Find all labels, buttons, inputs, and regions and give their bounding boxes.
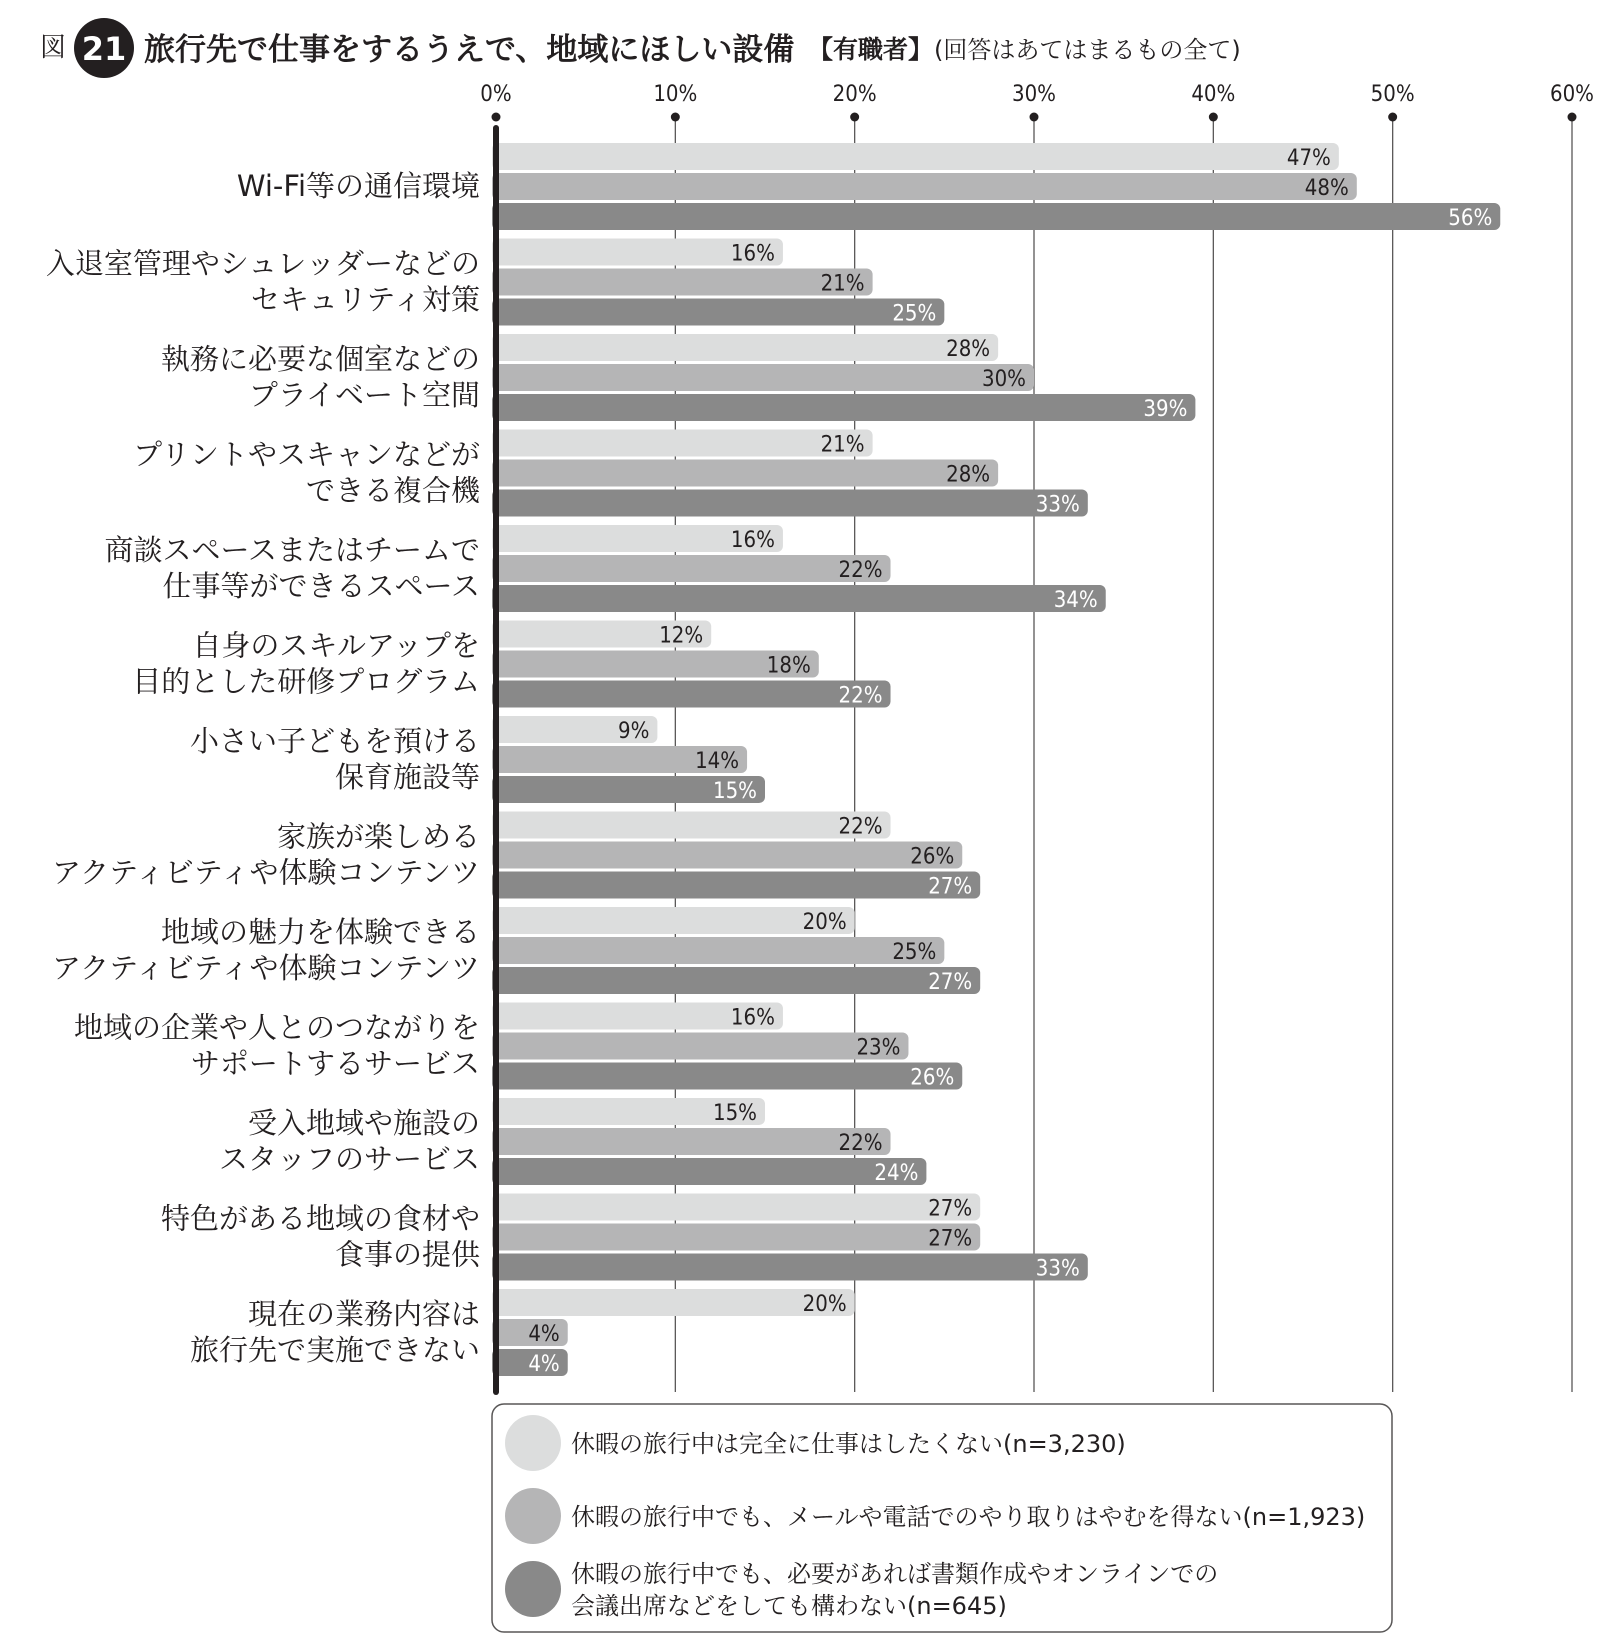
bars bbox=[492, 128, 1500, 1392]
bar-value-label: 16% bbox=[730, 241, 775, 267]
tick-label: 10% bbox=[653, 82, 698, 107]
bar-value-label: 24% bbox=[874, 1161, 919, 1186]
category-label: 食事の提供 bbox=[334, 1237, 480, 1272]
bar-value-label: 27% bbox=[928, 1226, 973, 1252]
chart-title-group bbox=[40, 18, 1241, 78]
bar bbox=[492, 364, 1034, 391]
bar-value-label: 26% bbox=[910, 844, 955, 870]
bar-value-label: 21% bbox=[820, 271, 865, 297]
bar bbox=[492, 1158, 926, 1185]
category-label: サポートするサービス bbox=[190, 1046, 480, 1081]
bar bbox=[492, 269, 873, 296]
category-label: スタッフのサービス bbox=[218, 1142, 480, 1176]
bar bbox=[492, 173, 1357, 200]
tick-mark bbox=[1030, 113, 1039, 122]
tick-label: 0% bbox=[480, 82, 512, 107]
bar-value-label: 27% bbox=[928, 970, 973, 995]
tick-mark bbox=[671, 113, 680, 122]
category-label: 地域の魅力を体験できる bbox=[160, 915, 480, 949]
bar bbox=[492, 394, 1195, 421]
bar-value-label: 30% bbox=[982, 367, 1026, 392]
bar-value-label: 25% bbox=[892, 301, 937, 327]
bar-value-label: 14% bbox=[695, 749, 740, 774]
category-label: 受入地域や施設の bbox=[247, 1106, 480, 1140]
bar bbox=[492, 1254, 1088, 1281]
bar bbox=[492, 872, 980, 899]
tick-label: 30% bbox=[1012, 82, 1056, 107]
category-label: 地域の企業や人とのつながりを bbox=[73, 1010, 480, 1045]
category-label: プリントやスキャンなどが bbox=[133, 437, 480, 472]
category-label: 執務に必要な個室などの bbox=[160, 342, 480, 376]
tick-label: 40% bbox=[1191, 82, 1236, 107]
legend-label: 会議出席などをしても構わない(n=645) bbox=[571, 1592, 1007, 1620]
chart-title-tag: 【有職者】 bbox=[808, 35, 934, 64]
bar bbox=[492, 143, 1339, 170]
chart-title-note: (回答はあてはまるもの全て) bbox=[934, 36, 1241, 64]
tick-label: 50% bbox=[1370, 82, 1415, 107]
bar-value-label: 39% bbox=[1143, 397, 1188, 422]
bar bbox=[492, 812, 891, 839]
bar-value-label: 9% bbox=[617, 719, 650, 744]
category-label: プライベート空間 bbox=[248, 378, 480, 412]
tick-label: 20% bbox=[832, 82, 877, 107]
category-label: 旅行先で実施できない bbox=[189, 1333, 480, 1367]
bar-value-label: 15% bbox=[713, 779, 757, 804]
bar bbox=[492, 555, 891, 582]
bar-value-label: 28% bbox=[946, 337, 991, 362]
tick-label: 60% bbox=[1550, 82, 1594, 107]
bar bbox=[492, 430, 873, 457]
bar-value-label: 26% bbox=[910, 1065, 955, 1091]
bar bbox=[492, 1289, 855, 1316]
bar bbox=[492, 1033, 908, 1060]
tick-mark bbox=[850, 113, 859, 122]
category-label: Wi-Fi等の通信環境 bbox=[236, 169, 480, 203]
bar bbox=[492, 460, 998, 487]
tick-mark bbox=[1209, 113, 1218, 122]
category-label: 家族が楽しめる bbox=[276, 819, 480, 854]
category-label: 小さい子どもを預ける bbox=[189, 724, 480, 758]
tick-mark bbox=[1568, 113, 1577, 122]
bar-value-label: 23% bbox=[856, 1035, 901, 1061]
bar-value-label: 20% bbox=[802, 1292, 847, 1317]
legend-swatch bbox=[505, 1415, 561, 1471]
bar bbox=[492, 1194, 980, 1221]
category-label: 入退室管理やシュレッダーなどの bbox=[45, 246, 480, 281]
bar-value-label: 27% bbox=[928, 874, 973, 900]
bar bbox=[492, 907, 855, 934]
bar-value-label: 22% bbox=[838, 558, 883, 583]
bar-value-label: 18% bbox=[766, 653, 811, 679]
category-labels bbox=[46, 169, 481, 1367]
category-label: セキュリティ対策 bbox=[250, 282, 480, 317]
legend-label: 休暇の旅行中は完全に仕事はしたくない(n=3,230) bbox=[571, 1430, 1126, 1458]
category-label: 自身のスキルアップを bbox=[192, 628, 480, 663]
bar bbox=[492, 585, 1106, 612]
category-label: できる複合機 bbox=[305, 473, 480, 508]
tick-mark bbox=[1388, 113, 1397, 122]
category-label: 商談スペースまたはチームで bbox=[104, 533, 480, 567]
bar-value-label: 25% bbox=[892, 940, 937, 965]
bar-value-label: 28% bbox=[946, 462, 991, 488]
category-label: 特色がある地域の食材や bbox=[160, 1201, 480, 1236]
chart-title: 旅行先で仕事をするうえで、地域にほしい設備 bbox=[144, 32, 795, 68]
bar-value-label: 22% bbox=[838, 683, 883, 709]
bar-value-label: 33% bbox=[1035, 1256, 1080, 1282]
figure-number: 21 bbox=[81, 30, 127, 68]
bar-value-label: 15% bbox=[713, 1101, 757, 1126]
category-label: アクティビティや体験コンテンツ bbox=[51, 951, 480, 985]
legend-label: 休暇の旅行中でも、必要があれば書類作成やオンラインでの bbox=[571, 1560, 1219, 1588]
category-label: 目的とした研修プログラム bbox=[132, 664, 480, 699]
bar-value-label: 16% bbox=[730, 528, 775, 553]
bar bbox=[492, 334, 998, 361]
bar-value-label: 4% bbox=[528, 1322, 560, 1347]
bar-value-label: 34% bbox=[1053, 588, 1098, 613]
bar bbox=[492, 490, 1088, 517]
bar bbox=[492, 1224, 980, 1251]
bar-value-label: 4% bbox=[528, 1352, 560, 1377]
category-label: 仕事等ができるスペース bbox=[162, 569, 480, 603]
legend bbox=[492, 1404, 1392, 1632]
legend-swatch bbox=[505, 1561, 561, 1617]
bar bbox=[492, 1128, 891, 1155]
bar-value-label: 20% bbox=[802, 910, 847, 935]
category-label: アクティビティや体験コンテンツ bbox=[51, 855, 480, 890]
bar-value-label: 22% bbox=[838, 814, 883, 840]
bar bbox=[492, 681, 891, 708]
category-label: 保育施設等 bbox=[334, 760, 480, 794]
bar-value-label: 16% bbox=[730, 1005, 775, 1031]
bar bbox=[492, 967, 980, 994]
bar-value-label: 47% bbox=[1286, 146, 1331, 171]
legend-swatch bbox=[505, 1488, 561, 1544]
bar-value-label: 12% bbox=[659, 623, 704, 649]
bar-value-label: 22% bbox=[838, 1131, 883, 1156]
tick-mark bbox=[492, 113, 501, 122]
bar bbox=[492, 203, 1500, 230]
bar bbox=[492, 1063, 962, 1090]
bar-value-label: 56% bbox=[1448, 206, 1493, 231]
bar-value-label: 27% bbox=[928, 1196, 973, 1222]
bar bbox=[492, 299, 944, 326]
bar-value-label: 21% bbox=[820, 432, 865, 458]
bar bbox=[492, 842, 962, 869]
legend-label: 休暇の旅行中でも、メールや電話でのやり取りはやむを得ない(n=1,923) bbox=[571, 1503, 1366, 1531]
bar-value-label: 33% bbox=[1035, 492, 1080, 518]
category-label: 現在の業務内容は bbox=[247, 1297, 480, 1331]
x-axis-ticks bbox=[480, 82, 1594, 122]
bar-value-label: 48% bbox=[1304, 176, 1349, 201]
figure-prefix: 図 bbox=[40, 33, 67, 63]
bar bbox=[492, 937, 944, 964]
